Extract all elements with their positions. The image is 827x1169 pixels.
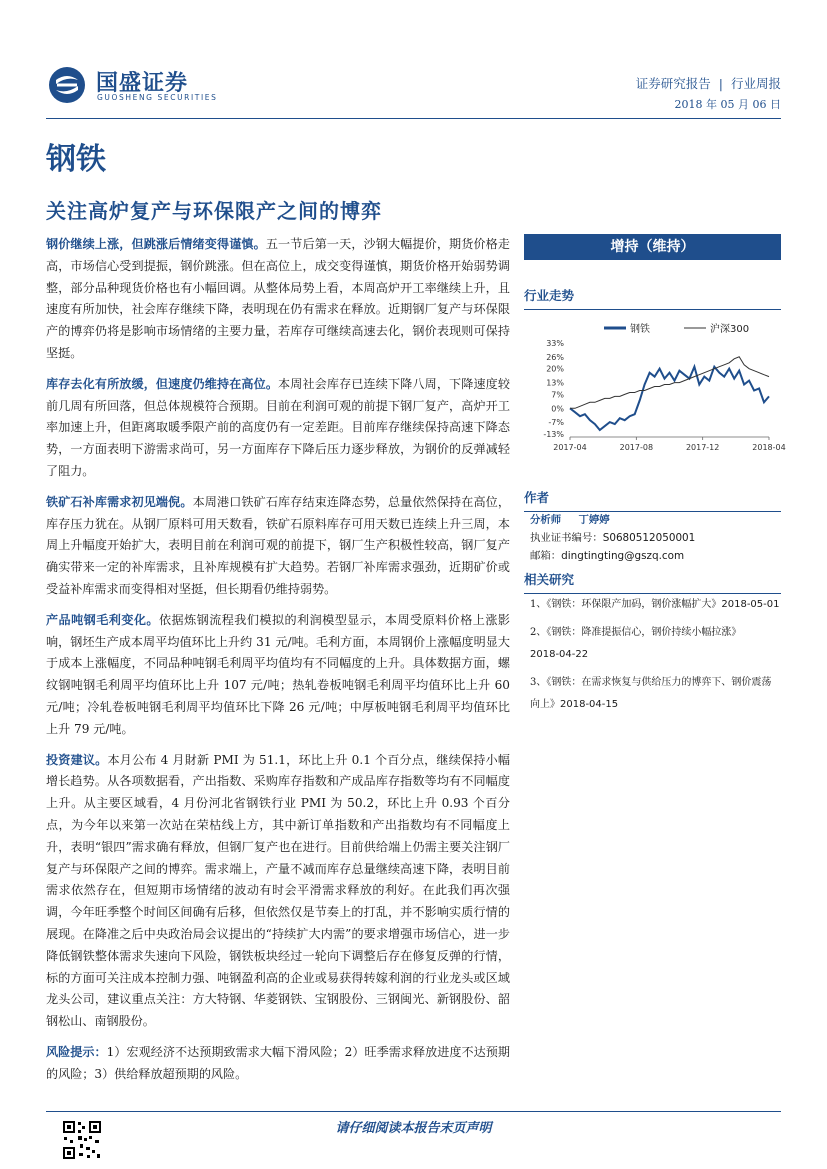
cert-value: S0680512050001 [602,532,696,544]
paragraph-text: 五一节后第一天，沙钢大幅提价，期货价格走高，市场信心受到提振，钢价跳涨。但在高位上，成交变得谨慎，期货价格开始弱势调整，部分品种现货价格也有小幅回调。从整体局势上看，本周高炉开工率继续上升，且速度有所加快，社会库存继续下降，表明现在仍有需求在释放。近期钢厂复产与环保限产的博弈仍将是影响市场情绪的主要力量，若库存可继续高速去化，钢价表现则可保持坚挺。 [46,237,510,360]
paragraph [46,234,510,365]
paragraph-lead: 产品吨钢毛利变化。 [46,612,159,627]
x-tick-label: 2018-04 [752,443,786,452]
related-item [530,594,781,616]
related-title: 《钢铁：环保限产加码，钢价涨幅扩大》 [546,599,722,610]
related-date: 2018-04-22 [530,649,589,660]
x-tick-label: 2017-04 [553,443,587,452]
cert-line [530,529,781,547]
y-tick-label: 20% [546,364,564,374]
trend-chart [524,316,786,462]
related-list [530,594,781,722]
related-title: 《钢铁：在需求恢复与供给压力的博弈下、钢价震荡向上》 [530,677,772,710]
report-type-line [636,74,781,92]
legend-label: 沪深300 [710,324,750,335]
paragraph-lead: 铁矿石补库需求初见端倪。 [46,494,193,509]
related-num: 1、 [530,599,547,610]
series-line [570,367,769,430]
logo-text: 国盛证券 [96,71,189,96]
paragraph [46,610,510,741]
paragraph-lead: 库存去化有所放缓，但速度仍维持在高位。 [46,376,279,391]
related-item [530,672,781,716]
footer-disclaimer: 请仔细阅读本报告末页声明 [335,1121,492,1136]
related-date: 2018-04-15 [560,699,619,710]
email-line [530,547,781,565]
x-tick-label: 2017-08 [619,443,654,452]
logo-icon [48,66,86,104]
paragraph-lead: 投资建议。 [46,752,108,767]
y-tick-label: 0% [551,404,564,414]
analyst-line [530,511,781,529]
trend-section-title: 行业走势 [524,286,781,310]
paragraph [46,374,510,483]
email-label: 邮箱： [530,550,562,562]
paragraph-text: 依据炼钢流程我们模拟的利润模型显示，本周受原料价格上涨影响，钢坯生产成本周平均值环比上升约 31 元/吨。毛利方面，本周钢价上涨幅度明显大于成本上涨幅度，不同品种吨钢毛利周平均值均有不同幅度的上升。具体数据方面，螺纹钢吨钢毛利周平均值环比上升 107 元/吨；热轧卷板吨钢毛利周平均值环比上升 60 元/吨；冷轧卷板吨钢毛利周平均值环比下降 26 元/吨；中厚板吨钢毛利周平均值环比上升 79 元/吨。 [46,612,510,736]
series-line [570,357,769,409]
y-tick-label: 7% [551,390,564,400]
related-date: 2018-05-01 [721,599,780,610]
report-type: 证券研究报告 [635,76,711,91]
paragraph [46,750,510,1033]
author-section-title: 作者 [524,488,781,512]
report-date: 2018 年 05 月 06 日 [674,98,781,111]
legend-label: 钢铁 [630,324,650,335]
related-title: 《钢铁：降准提振信心，钢价持续小幅拉涨》 [546,627,742,638]
logo-subtext: GUOSHENG SECURITIES [97,93,218,102]
paragraph-text: 本周社会库存已连续下降八周，下降速度较前几周有所回落，但总体规模符合预期。目前在利润可观的前提下钢厂复产，高炉开工率加速上升，但距离取暖季限产前的高度仍有一定差距。目前库存继续保持高速下降态势，一方面表明下游需求尚可，另一方面库存下降后压力逐步释放，为钢价的反弹减轻了阻力。 [46,376,510,478]
industry-title: 钢铁 [46,142,106,177]
qr-code-icon [62,1120,102,1160]
related-num: 2、 [530,627,547,638]
cert-label: 执业证书编号： [530,532,603,544]
related-section-title: 相关研究 [524,570,781,594]
related-num: 3、 [530,677,547,688]
report-kind: 行业周报 [730,76,781,91]
analyst-label: 分析师 [530,514,562,526]
y-tick-label: -7% [548,418,564,428]
paragraph [46,1042,510,1086]
y-tick-label: 33% [546,339,564,348]
paragraph-text: 本月公布 4 月財新 PMI 为 51.1，环比上升 0.1 个百分点，继续保持小幅增长趋势。从各项数据看，产出指数、采购库存指数和产成品库存指数等均有不同幅度上升。从主要区域看，4 月份河北省钢铁行业 PMI 为 50.2，环比上升 0.93 个百分点，为今年以来第一次站在荣枯线上方，其中新订单指数和产出指数均有不同幅度上升，表明“银四”需求确有释放，但钢厂复产也在进行。目前供给端上仍需主要关注钢厂复产与环保限产之间的博弈。需求端上，产量不减而库存总量继续高速下降，表明目前需求依然存在，但短期市场情绪的波动有时会平滑需求释放的利好。在此我们再次强调，今年旺季整个时间区间确有后移，但依然仅是节奏上的打乱，并不影响实质行情的展现。在降准之后中央政治局会议提出的“持续扩大内需”的要求增强市场信心，进一步降低钢铁整体需求失速向下风险，钢铁板块经过一轮向下调整后存在修复反弹的行情，标的方面可关注成本控制力强、吨钢盈利高的企业或易获得转嫁利润的行业龙头或区域龙头公司，建议重点关注：方大特钢、华菱钢铁、宝钢股份、三钢闽光、新钢股份、韶钢松山、南钢股份。 [46,752,510,1029]
y-tick-label: -13% [543,430,564,439]
paragraph-text: 1）宏观经济不达预期致需求大幅下滑风险；2）旺季需求释放进度不达预期的风险；3）供给释放超预期的风险。 [46,1044,510,1081]
related-item [530,622,781,666]
author-info [530,511,781,565]
header-divider [46,118,781,119]
rating-badge: 增持（维持） [524,234,781,260]
y-tick-label: 26% [546,352,564,362]
paragraph-lead: 钢价继续上涨，但跳涨后情绪变得谨慎。 [46,237,266,251]
paragraph [46,492,510,601]
y-tick-label: 13% [546,378,564,388]
main-body [46,234,510,1094]
footer-divider [46,1111,781,1112]
x-tick-label: 2017-12 [685,443,720,452]
email-link[interactable]: dingtingting@gszq.com [561,550,685,562]
report-subtitle: 关注高炉复产与环保限产之间的博弈 [46,199,382,223]
paragraph-lead: 风险提示： [46,1044,107,1059]
paragraph-text: 本周港口铁矿石库存结束连降态势，总量依然保持在高位，库存压力犹在。从钢厂原料可用天数看，铁矿石原料库存可用天数已连续上升三周，本周上升幅度开始扩大，表明目前在利润可观的前提下，钢厂生产积极性较高，钢厂复产确实带来一定的补库需求，且补库规模有扩大趋势。若钢厂补库需求强劲，近期矿价或受益补库需求而变得相对坚挺，但长期看仍维持弱势。 [46,494,510,596]
header-separator: | [718,76,723,91]
analyst-name: 丁婷婷 [578,514,610,526]
